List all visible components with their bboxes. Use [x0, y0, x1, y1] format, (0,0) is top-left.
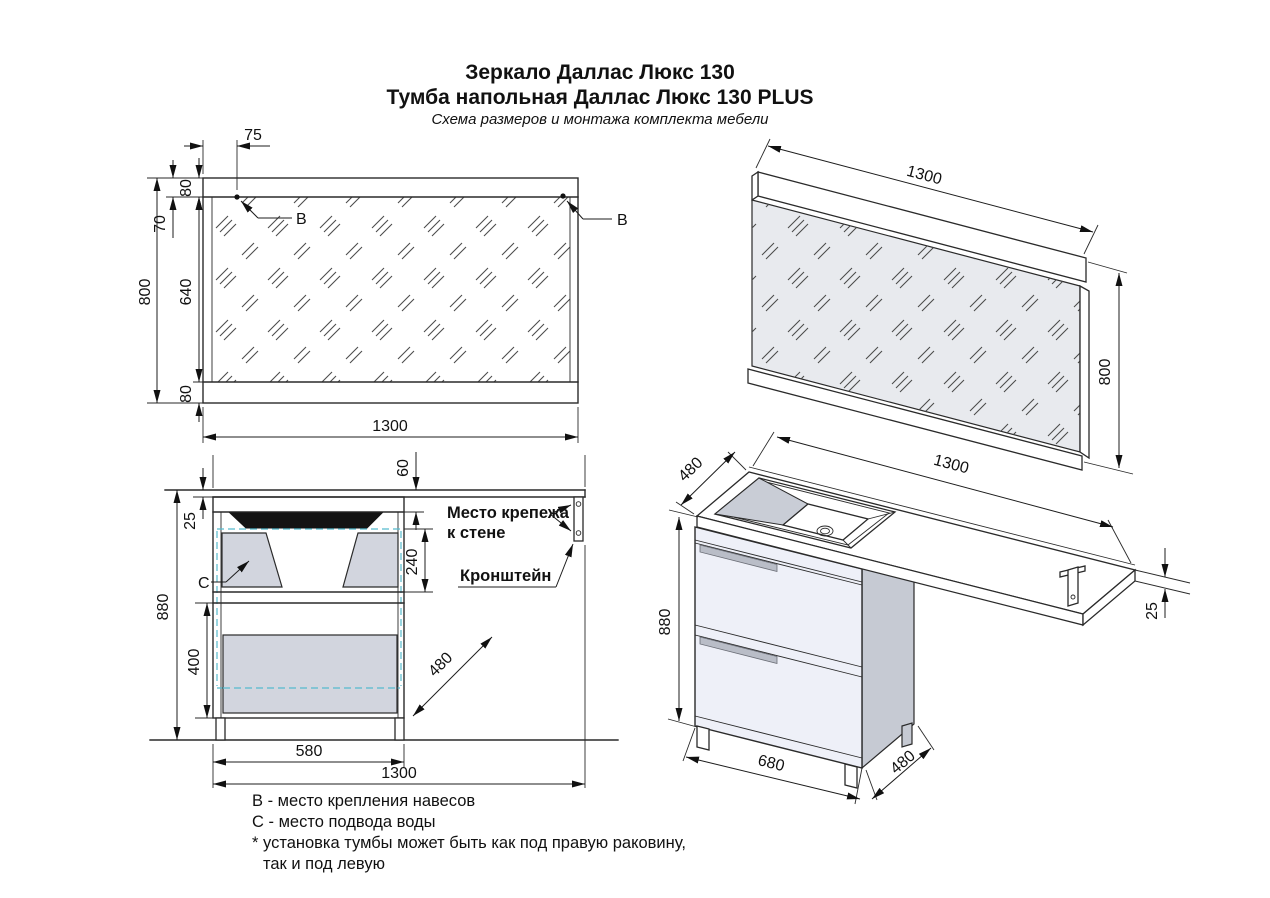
dim-mirror-bottom-strip	[178, 382, 212, 422]
dim-cab-depth-diagonal	[413, 637, 492, 716]
dim-cab-top-reveal	[395, 452, 424, 530]
dim-label-75: 75	[244, 127, 262, 144]
drawer-box-front	[223, 635, 397, 713]
dim-label-60: 60	[395, 459, 412, 477]
cabinet-front-view	[150, 452, 618, 788]
dim-label-880-iso: 880	[657, 608, 674, 636]
water-point-label: С	[198, 575, 210, 592]
dim-cab-height	[155, 490, 177, 740]
dim-label-1300-front: 1300	[381, 765, 417, 782]
dim-mirror-hanger-offset	[184, 127, 270, 190]
basin-wall-left-front	[222, 533, 282, 587]
wall-bracket-front	[574, 497, 583, 541]
title-line2: Тумба напольная Даллас Люкс 130 PLUS	[386, 86, 814, 109]
hanger-label-left: В	[296, 211, 307, 228]
dim-label-640: 640	[178, 278, 195, 306]
title-block	[386, 61, 813, 128]
foot-front-left	[697, 726, 709, 750]
dim-label-70: 70	[152, 215, 169, 233]
dim-label-580: 580	[295, 743, 323, 760]
dim-label-480-front: 480	[425, 649, 457, 681]
cabinet-iso-view	[657, 432, 1190, 804]
dim-label-480-iso-bottom: 480	[887, 747, 919, 778]
wall-mount-callout	[447, 504, 571, 542]
hanger-label-right: В	[617, 212, 628, 229]
dim-label-25-front: 25	[182, 512, 199, 530]
bracket-label: Кронштейн	[460, 567, 552, 585]
note-star2: так и под левую	[263, 855, 385, 873]
hanger-point-left	[234, 194, 239, 199]
title-line1: Зеркало Даллас Люкс 130	[465, 61, 735, 84]
dim-label-80-bottom: 80	[178, 385, 195, 403]
dim-mirror-width	[203, 407, 578, 443]
dim-label-480-iso-top: 480	[675, 454, 707, 486]
title-subtitle: Схема размеров и монтажа комплекта мебели	[431, 111, 769, 128]
wall-mount-label-line1: Место крепежа	[447, 504, 569, 522]
sink-silhouette-front	[230, 513, 382, 528]
dim-label-240: 240	[404, 548, 421, 576]
wall-mount-label-line2: к стене	[447, 524, 506, 542]
note-star1: * установка тумбы может быть как под правую раковину,	[252, 834, 686, 852]
dim-label-1300-mirror: 1300	[372, 418, 408, 435]
dim-mirror-hanger-drop	[152, 160, 203, 238]
dim-iso-countertop	[1135, 548, 1190, 620]
dim-label-800-mirror-iso: 800	[1097, 358, 1114, 386]
dim-iso-height	[657, 510, 698, 727]
foot-front-right	[845, 764, 857, 788]
dim-cab-drawer	[186, 603, 213, 718]
dim-label-1300-iso: 1300	[931, 451, 971, 478]
bracket-callout	[458, 544, 573, 587]
hanger-callout-right	[567, 201, 628, 229]
dim-label-680: 680	[756, 752, 787, 776]
foot-back-right	[902, 723, 912, 747]
dim-label-800: 800	[137, 278, 154, 306]
hanger-point-right	[560, 193, 565, 198]
dim-cab-basin-zone	[404, 529, 433, 592]
mirror-glass-hatch	[212, 197, 570, 382]
leg-left	[216, 718, 225, 740]
dim-label-80-top: 80	[178, 179, 195, 197]
basin-wall-right-front	[343, 533, 398, 587]
dim-mirror-glass	[178, 197, 199, 382]
dim-label-25-iso: 25	[1144, 602, 1161, 620]
dim-label-1300-mirror-iso: 1300	[904, 162, 944, 189]
note-c: С - место подвода воды	[252, 813, 436, 831]
mirror-front-view	[137, 127, 628, 443]
mirror-iso-view	[748, 139, 1133, 474]
dim-cab-body-width	[213, 743, 404, 788]
dim-label-400: 400	[186, 648, 203, 676]
dim-label-880-front: 880	[155, 593, 172, 621]
dim-cab-countertop	[182, 468, 213, 530]
dim-mirror-top-strip	[178, 158, 199, 217]
dim-mirror-iso-height	[1084, 262, 1133, 474]
notes-block	[252, 792, 686, 873]
leg-right	[395, 718, 404, 740]
note-b: В - место крепления навесов	[252, 792, 476, 810]
